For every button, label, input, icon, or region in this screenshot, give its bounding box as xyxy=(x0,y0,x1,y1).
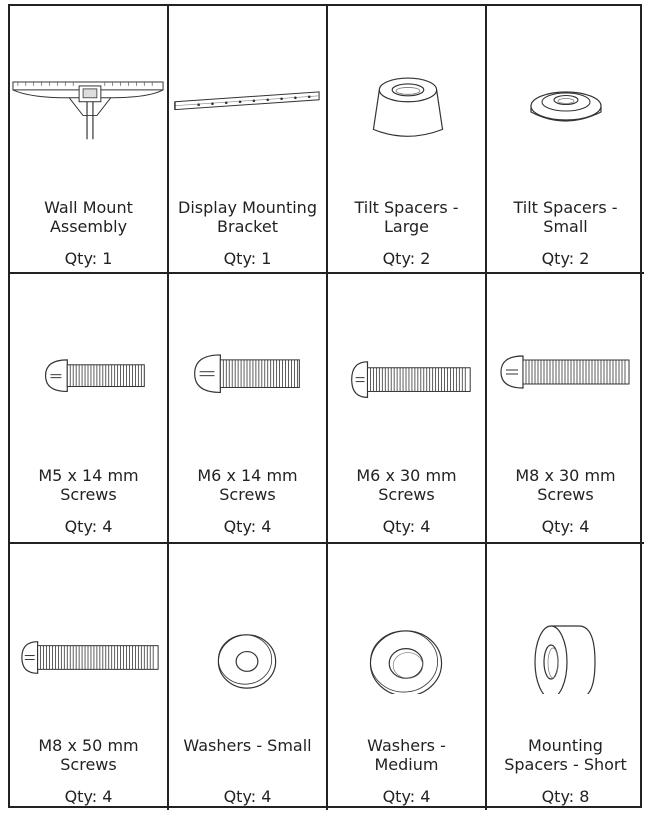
part-cell-display-bracket xyxy=(169,6,328,274)
part-qty: Qty: 4 xyxy=(223,517,272,536)
part-qty: Qty: 4 xyxy=(64,787,113,806)
part-name-line1: Wall Mount xyxy=(44,198,133,217)
part-qty: Qty: 2 xyxy=(382,249,431,268)
part-qty: Qty: 4 xyxy=(541,517,590,536)
part-cell-tilt-spacer-small xyxy=(487,6,644,274)
part-name xyxy=(173,736,322,755)
screw-m5-14-icon xyxy=(10,274,167,424)
part-name xyxy=(332,466,481,504)
part-name-line2: Screws xyxy=(219,485,276,504)
part-name-line2: Medium xyxy=(374,755,439,774)
part-name xyxy=(491,198,640,236)
part-cell-mounting-spacer-short xyxy=(487,544,644,810)
part-name-line2: Screws xyxy=(60,755,117,774)
washer-medium-icon xyxy=(328,544,485,694)
mounting-spacer-short-icon xyxy=(487,544,644,694)
part-name-line2: Bracket xyxy=(217,217,278,236)
part-name-line1: M6 x 30 mm xyxy=(356,466,457,485)
part-name-line2: Assembly xyxy=(49,217,128,236)
screw-m6-30-icon xyxy=(328,274,485,424)
part-cell-m6-30 xyxy=(328,274,487,544)
part-name-line1: M8 x 30 mm xyxy=(515,466,616,485)
part-name-line1: M5 x 14 mm xyxy=(38,466,139,485)
part-qty: Qty: 8 xyxy=(541,787,590,806)
part-cell-m8-50 xyxy=(10,544,169,810)
part-name-line1: M8 x 50 mm xyxy=(38,736,139,755)
part-qty: Qty: 4 xyxy=(223,787,272,806)
part-name xyxy=(491,466,640,504)
part-cell-m8-30 xyxy=(487,274,644,544)
part-name-line2: Washers - Small xyxy=(183,736,312,755)
part-cell-m5-14 xyxy=(10,274,169,544)
part-name-line2: Screws xyxy=(60,485,117,504)
part-qty: Qty: 1 xyxy=(64,249,113,268)
parts-grid xyxy=(8,4,642,808)
part-name xyxy=(332,198,481,236)
part-qty: Qty: 4 xyxy=(382,517,431,536)
part-name-line2: Large xyxy=(383,217,429,236)
part-cell-washer-small xyxy=(169,544,328,810)
screw-m8-50-icon xyxy=(10,544,167,694)
display-mounting-bracket-icon xyxy=(169,6,326,156)
tilt-spacer-large-icon xyxy=(328,6,485,156)
part-name-line1: M6 x 14 mm xyxy=(197,466,298,485)
part-cell-washer-medium xyxy=(328,544,487,810)
part-name-line1: Tilt Spacers - xyxy=(513,198,618,217)
part-cell-tilt-spacer-large xyxy=(328,6,487,274)
part-name xyxy=(14,736,163,774)
part-name-line2: Screws xyxy=(537,485,594,504)
tilt-spacer-small-icon xyxy=(487,6,644,156)
part-name-line2: Small xyxy=(543,217,588,236)
wall-mount-assembly-icon xyxy=(10,6,167,156)
washer-small-icon xyxy=(169,544,326,694)
part-qty: Qty: 4 xyxy=(382,787,431,806)
part-name xyxy=(173,466,322,504)
part-qty: Qty: 4 xyxy=(64,517,113,536)
part-name xyxy=(173,198,322,236)
part-name-line1: Mounting xyxy=(528,736,603,755)
part-name xyxy=(491,736,640,774)
part-name-line1: Washers - xyxy=(367,736,446,755)
part-name-line2: Screws xyxy=(378,485,435,504)
part-name xyxy=(14,198,163,236)
part-name-line1: Tilt Spacers - xyxy=(354,198,459,217)
part-name-line1: Display Mounting xyxy=(178,198,317,217)
part-name-line2: Spacers - Short xyxy=(504,755,627,774)
screw-m8-30-icon xyxy=(487,274,644,424)
part-cell-m6-14 xyxy=(169,274,328,544)
part-cell-wall-mount xyxy=(10,6,169,274)
screw-m6-14-icon xyxy=(169,274,326,424)
part-name xyxy=(14,466,163,504)
part-qty: Qty: 1 xyxy=(223,249,272,268)
part-qty: Qty: 2 xyxy=(541,249,590,268)
part-name xyxy=(332,736,481,774)
